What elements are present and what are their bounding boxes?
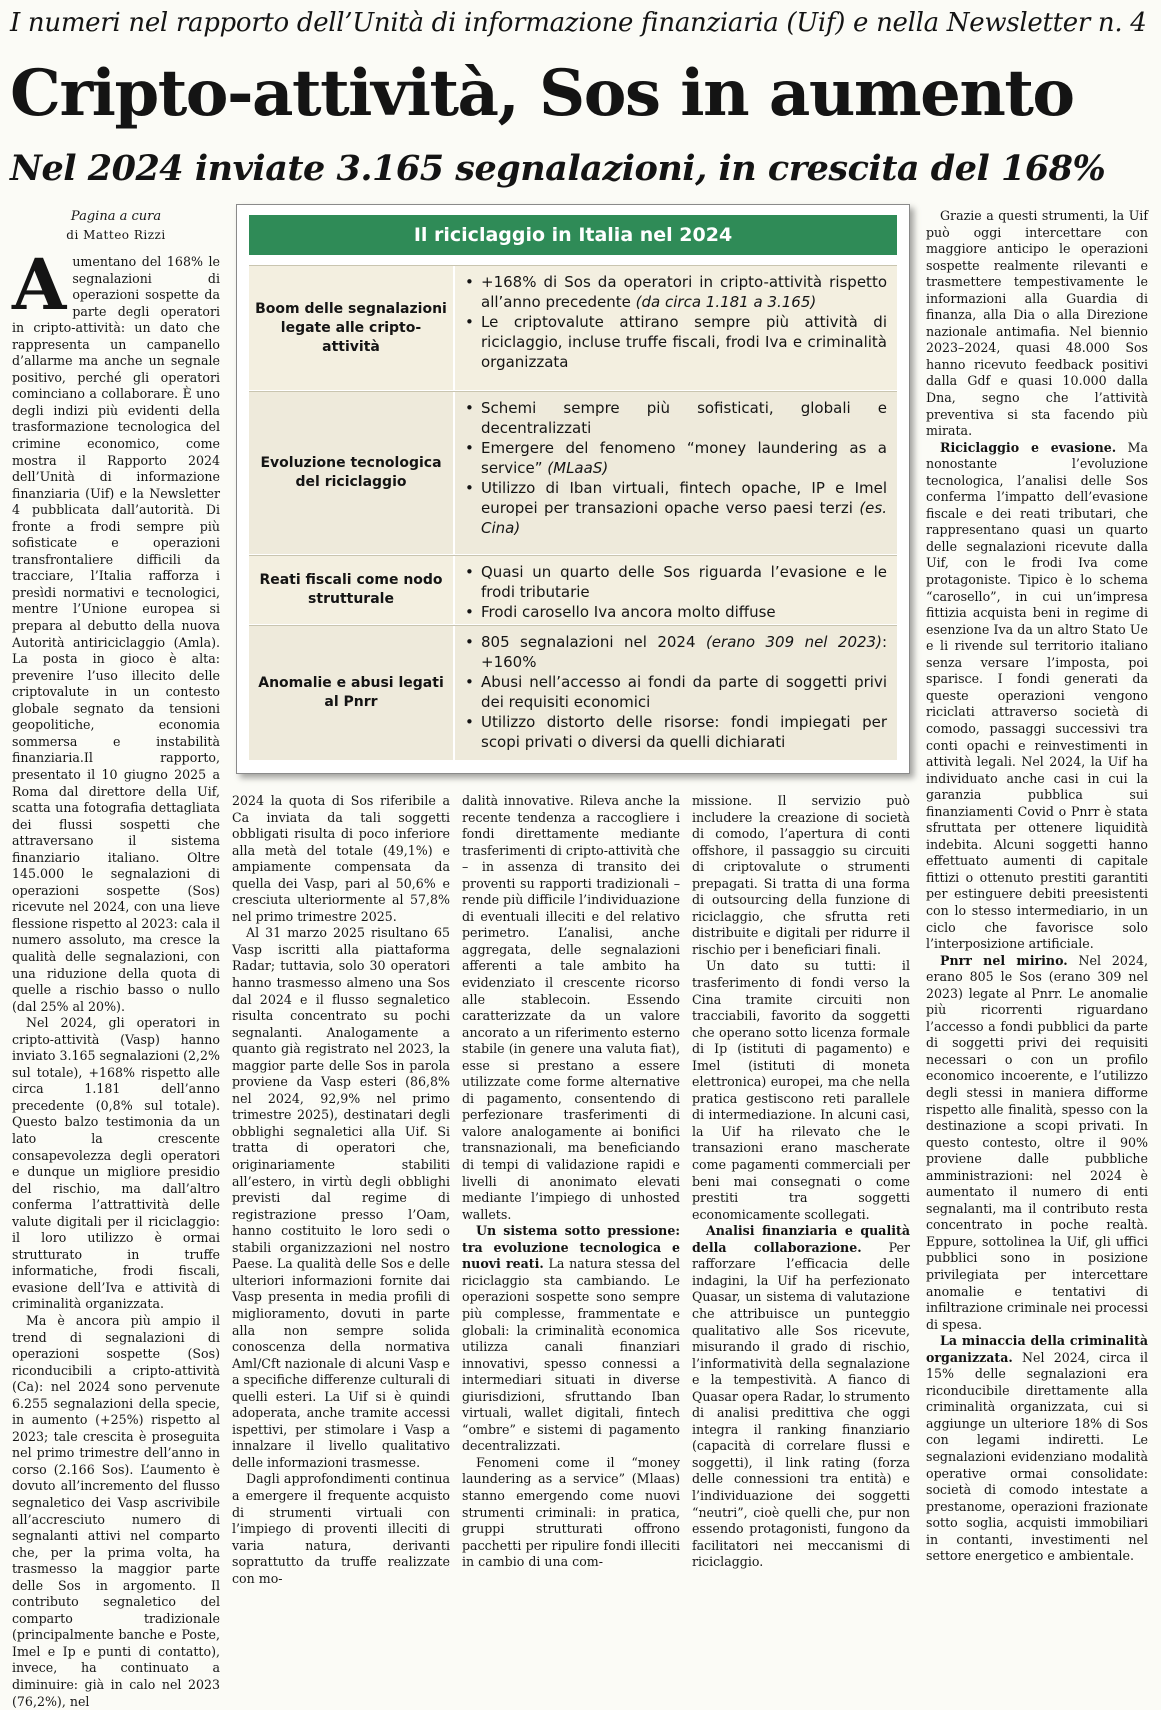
article-paragraph: Al 31 marzo 2025 risultano 65 Vasp iscritti alla piattaforma Radar; tuttavia, solo 30 operatori hanno trasmesso almeno una Sos dal 2024 e il flusso segnaletico risulta concentrato su pochi segnalanti. Analogamente a quanto già registrato nel 2023, la maggior parte delle Sos in parola proviene da Vasp esteri (86,8% nel 2024, 92,9% nel primo trimestre 2025), destinatari degli obblighi segnaletici alla Uif. Si tratta di operatori che, originariamente stabiliti all’estero, in virtù degli obblighi previsti dal regime di registrazione presso l’Oam, hanno costituito le loro sedi o stabili organizzazioni nel nostro Paese. La qualità delle Sos e delle ulteriori informazioni fornite dai Vasp presenta in media profili di miglioramento, dovuti in parte alla non sempre solida conoscenza della normativa Aml/Cft nazionale di alcuni Vasp e a specifiche differenze culturali di quelli esteri. La Uif si è quindi adoperata, anche tramite accessi ispettivi, per stimolare i Vasp a innalzare il livello qualitativo delle informazioni trasmesse. — [232, 925, 450, 1470]
infobox-bullet: • +168% di Sos da operatori in cripto-attività rispetto all’anno precedente (da circa 1.181 a 3.165) — [463, 272, 887, 312]
article-paragraph: Grazie a questi strumenti, la Uif può oggi intercettare con maggiore anticipo le operazioni sospette realmente rilevanti e trasmettere tempestivamente le informazioni alla Guardia di finanza, alla Dia o alla Direzione nazionale antimafia. Nel biennio 2023–2024, quasi 48.000 Sos hanno ricevuto feedback positivi dalla Gdf e quasi 10.000 dalla Dna, segno che l’attività preventiva si sta facendo più mirata. — [926, 208, 1148, 439]
article-paragraph: Pnrr nel mirino. Nel 2024, erano 805 le Sos (erano 309 nel 2023) legate al Pnrr. Le anomalie più ricorrenti riguardano l’accesso a fondi pubblici da parte di soggetti privi dei requisiti necessari o con un profilo economico incoerente, e l’utilizzo degli stessi in maniera difforme rispetto alle finalità, spesso con la destinazione a scopi privati. In questo contesto, oltre il 90% proviene dalle pubbliche amministrazioni: nel 2024 è aumentato il numero di enti segnalanti, ma il contributo resta concentrato in poche realtà. Eppure, sottolinea la Uif, gli uffici pubblici sono in posizione privilegiata per intercettare anomalie e tentativi di infiltrazione criminale nei processi di spesa. — [926, 952, 1148, 1332]
infobox-row — [249, 625, 897, 760]
byline-author: di Matteo Rizzi — [66, 228, 166, 242]
article-paragraph: Nel 2024, gli operatori in cripto-attività (Vasp) hanno inviato 3.165 segnalazioni (2,2% sul totale), +168% rispetto alle circa 1.181 dell’anno precedente (0,8% sul totale). Questo balzo testimonia da un lato la crescente consapevolezza degli operatori e dunque un migliore presidio del rischio, ma dall’altro conferma l’attrattività delle valute digitali per il riciclaggio: il loro utilizzo è ormai strutturato in truffe informatiche, frodi fiscali, evasione dell’Iva e attività di criminalità organizzata. — [12, 1015, 220, 1312]
infobox-row — [249, 391, 897, 554]
article-paragraph: La minaccia della criminalità organizzata. Nel 2024, circa il 15% delle segnalazioni era riconducibile direttamente alla criminalità organizzata, cui si aggiunge un ulteriore 18% di Sos con legami indiretti. Le segnalazioni evidenziano modalità operative ormai consolidate: società di comodo intestate a prestanome, operazioni frazionate sotto soglia, acquisti immobiliari in contanti, investimenti nel settore energetico e ambientale. — [926, 1333, 1148, 1564]
byline — [12, 208, 220, 244]
article-paragraph: dalità innovative. Rileva anche la recente tendenza a raccogliere i fondi direttamente mediante trasferimenti di cripto-attività che – in assenza di transito dei proventi su rapporti tradizionali – rende più difficile l’individuazione di eventuali illeciti e del relativo perimetro. L’analisi, anche aggregata, delle segnalazioni afferenti a tale ambito ha evidenziato il crescente ricorso alle stablecoin. Essendo caratterizzate da un valore ancorato a un riferimento esterno stabile (in genere una valuta fiat), esse si prestano a essere utilizzate come forme alternative di pagamento, consentendo di perfezionare trasferimenti di valore analogamente ai bonifici transnazionali, ma beneficiando di tempi di validazione rapidi e livelli di anonimato elevati mediante l’impiego di unhosted wallets. — [462, 793, 680, 1222]
infobox-row-label: Boom delle segnalazioni legate alle cripto-attività — [255, 300, 447, 355]
section-heading: Riciclaggio e evasione. — [940, 439, 1117, 455]
article-paragraph: Fenomeni come il “money laundering as a service” (Mlaas) stanno emergendo come nuovi strumenti criminali: in pratica, gruppi strutturati offrono pacchetti per ripulire fondi illeciti in cambio di una com- — [462, 1454, 680, 1570]
infobox-bullet: • Frodi carosello Iva ancora molto diffuse — [463, 602, 887, 622]
article-paragraph: Un dato su tutti: il trasferimento di fondi verso la Cina tramite circuiti non tracciabili, favorito da soggetti che operano sotto licenza formale di Ip (istituti di pagamento) e Imel (istituti di moneta elettronica) europei, ma che nella pratica gestiscono reti parallele di intermediazione. In alcuni casi, la Uif ha rilevato che le transazioni erano mascherate come pagamenti commerciali per beni mai consegnati o come prestiti tra soggetti economicamente scollegati. — [692, 958, 910, 1222]
headline: Cripto-attività, Sos in aumento — [10, 56, 1074, 131]
subheadline: Nel 2024 inviate 3.165 segnalazioni, in crescita del 168% — [10, 148, 1106, 189]
article-column-2 — [232, 793, 450, 1603]
article-paragraph: Un sistema sotto pressione: tra evoluzione tecnologica e nuovi reati. La natura stessa del riciclaggio sta cambiando. Le operazioni sospette sono sempre più complesse, frammentate e globali: la criminalità economica utilizza canali finanziari innovativi, spesso connessi a intermediari situati in diverse giurisdizioni, sfruttando Iban virtuali, wallet digitali, fintech “ombre” e sistemi di pagamento decentralizzati. — [462, 1223, 680, 1454]
infobox-bullet-list — [463, 562, 887, 622]
article-paragraph: missione. Il servizio può includere la creazione di società di comodo, l’apertura di conti offshore, il passaggio su circuiti di criptovalute o strumenti prepagati. Si tratta di una forma di outsourcing della funzione di riciclaggio, che sfrutta reti distribuite e digitali per ridurre il rischio per i beneficiari finali. — [692, 793, 910, 957]
infobox-row-label: Reati fiscali come nodo strutturale — [259, 572, 443, 607]
article-column-1 — [12, 208, 220, 1709]
article-paragraph: Dagli approfondimenti continua a emergere il frequente acquisto di strumenti virtuali con l’impiego di proventi illeciti di varia natura, derivanti soprattutto da truffe realizzate con mo- — [232, 1471, 450, 1586]
article-paragraph: Aumentano del 168% le segnalazioni di operazioni sospette da parte degli operatori in cripto-attività: un dato che rappresenta un campanello d’allarme ma anche un segnale positivo, perché gli operatori cominciano a collaborare. È uno degli indizi più evidenti della trasformazione tecnologica del crimine economico, come mostra il Rapporto 2024 dell’Unità di informazione finanziaria (Uif) e la Newsletter 4 pubblicata dall’autorità. Di fronte a frodi sempre più sofisticate e operazioni transfrontaliere difficili da tracciare, l’Italia rafforza i presìdi normativi e tecnologici, mentre l’Unione europea si prepara al debutto della nuova Autorità antiriciclaggio (Amla). La posta in gioco è alta: prevenire l’uso illecito delle criptovalute in un contesto globale segnato da tensioni geopolitiche, economia sommersa e instabilità finanziaria.Il rapporto, presentato il 10 giugno 2025 a Roma dal direttore della Uif, scatta una fotografia dettagliata dei flussi sospetti che attraversano il sistema finanziario italiano. Oltre 145.000 le segnalazioni di operazioni sospette (Sos) ricevute nel 2024, con una lieve flessione rispetto al 2023: cala il numero assoluto, ma cresce la qualità delle segnalazioni, con una riduzione della quota di quelle a rischio basso o nullo (dal 25% al 20%). — [12, 243, 220, 1014]
infobox-bullet-list — [463, 272, 887, 372]
infobox-bullet: • Quasi un quarto delle Sos riguarda l’evasione e le frodi tributarie — [463, 562, 887, 602]
section-heading: La minaccia della criminalità organizzata. — [926, 1333, 1148, 1365]
infobox-bullet: • Emergere del fenomeno “money laundering as a service” (MLaaS) — [463, 438, 887, 478]
infobox-bullet: • Abusi nell’accesso ai fondi da parte di soggetti privi dei requisiti economici — [463, 672, 887, 712]
article-paragraph: Riciclaggio e evasione. Ma nonostante l’evoluzione tecnologica, l’analisi delle Sos conferma l’impatto dell’evasione fiscale e dei reati tributari, che rappresentano quasi un quarto delle segnalazioni ricevute dalla Uif, con le frodi Iva come protagoniste. Tipico è lo schema “carosello”, in cui un’impresa fittizia acquista beni in regime di esenzione Iva da un altro Stato Ue e li rivende sul territorio italiano senza versare l’imposta, poi sparisce. I fondi generati da queste operazioni vengono riciclati attraverso società di comodo, passaggi successivi tra conti opachi e reinvestimenti in attività legali. Nel 2024, la Uif ha individuato anche casi in cui la garanzia pubblica sui finanziamenti Covid o Pnrr è stata sfruttata per ottenere liquidità indebita. Alcuni soggetti hanno effettuato aumenti di capitale fittizi o ottenuto prestiti garantiti per estinguere debiti preesistenti con lo stesso intermediario, in un ciclo che favorisce solo l’interposizione artificiale. — [926, 439, 1148, 952]
infobox-row — [249, 265, 897, 390]
section-heading: Un sistema sotto pressione: tra evoluzione tecnologica e nuovi reati. — [462, 1223, 680, 1272]
section-heading: Pnrr nel mirino. — [940, 952, 1068, 968]
drop-cap: A — [12, 243, 67, 326]
infobox-table — [236, 204, 910, 774]
article-column-4 — [692, 793, 910, 1603]
infobox-bullet: • 805 segnalazioni nel 2024 (erano 309 nel 2023): +160% — [463, 632, 887, 672]
infobox-bullet: • Schemi sempre più sofisticati, globali e decentralizzati — [463, 398, 887, 438]
article-paragraph: Ma è ancora più ampio il trend di segnalazioni di operazioni sospette (Sos) riconducibili a cripto-attività (Ca): nel 2024 sono pervenute 6.255 segnalazioni della specie, in aumento (+25%) rispetto al 2023; tale crescita è proseguita nel primo trimestre dell’anno in corso (2.166 Sos). L’aumento è dovuto all’incremento del flusso segnaletico dei Vasp ascrivibile all’accresciuto numero di segnalanti attivi nel comparto che, per la prima volta, ha trasmesso la maggior parte delle Sos in argomento. Il contributo segnaletico del comparto tradizionale (principalmente banche e Poste, Imel e Ip e punti di contatto), invece, ha continuato a diminuire: già in calo nel 2023 (76,2%), nel — [12, 1313, 220, 1709]
article-paragraph: Analisi finanziaria e qualità della collaborazione. Per rafforzare l’efficacia delle indagini, la Uif ha perfezionato Quasar, un sistema di valutazione che attribuisce un punteggio qualitativo alle Sos ricevute, misurando il grado di rischio, l’informatività della segnalazione e la tempestività. A fianco di Quasar opera Radar, lo strumento di analisi predittiva che oggi integra il ranking finanziario (capacità di correlare flussi e soggetti), il link rating (forza delle connessioni tra entità) e l’individuazione dei soggetti “neutri”, cioè quelli che, pur non essendo protagonisti, fungono da facilitatori nei meccanismi di riciclaggio. — [692, 1223, 910, 1570]
infobox-bullet: • Le criptovalute attirano sempre più attività di riciclaggio, incluse truffe fiscali, frodi Iva e criminalità organizzata — [463, 312, 887, 372]
kicker: I numeri nel rapporto dell’Unità di informazione finanziaria (Uif) e nella Newsletter n. 4 — [10, 8, 1147, 38]
infobox-row-label: Anomalie e abusi legati al Pnrr — [258, 675, 444, 710]
byline-label: Pagina a cura — [70, 209, 162, 224]
infobox-bullet: • Utilizzo di Iban virtuali, fintech opache, IP e Imel europei per transazioni opache verso paesi terzi (es. Cina) — [463, 478, 887, 538]
infobox-bullet-list — [463, 398, 887, 538]
infobox-row — [249, 555, 897, 624]
infobox-bullet: • Utilizzo distorto delle risorse: fondi impiegati per scopi privati o diversi da quelli dichiarati — [463, 712, 887, 752]
infobox-row-label: Evoluzione tecnologica del riciclaggio — [260, 455, 442, 490]
section-heading: Analisi finanziaria e qualità della collaborazione. — [692, 1223, 910, 1255]
article-column-3 — [462, 793, 680, 1603]
article-paragraph: 2024 la quota di Sos riferibile a Ca inviata da tali soggetti obbligati risulta di poco inferiore alla metà del totale (49,1%) e ampiamente compensata da quella dei Vasp, pari al 50,6% e cresciuta ulteriormente al 57,8% nel primo trimestre 2025. — [232, 793, 450, 924]
infobox-title: Il riciclaggio in Italia nel 2024 — [249, 215, 897, 255]
article-column-5 — [926, 208, 1148, 1603]
infobox-bullet-list — [463, 632, 887, 752]
